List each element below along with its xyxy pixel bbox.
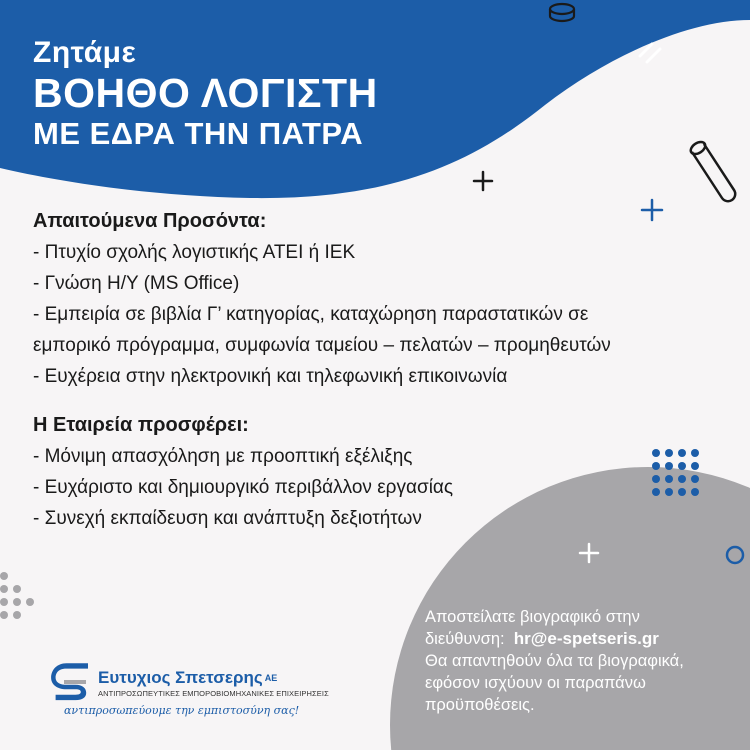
requirement-item: - Γνώση Η/Υ (MS Office) bbox=[33, 273, 240, 294]
contact-line-1: Αποστείλατε βιογραφικό στην bbox=[425, 608, 640, 626]
logo-name: Ευτυχιος Σπετσερης $^{AE}$ bbox=[98, 668, 278, 687]
plus-icon-black bbox=[474, 172, 492, 190]
requirement-item: - Πτυχίο σχολής λογιστικής ΑΤΕΙ ή ΙΕΚ bbox=[33, 242, 356, 263]
contact-line-5: προϋποθέσεις. bbox=[425, 696, 535, 714]
requirement-item: - Ευχέρεια στην ηλεκτρονική και τηλεφωνική επικοινωνία bbox=[33, 366, 508, 387]
requirements-section bbox=[33, 206, 611, 392]
plus-icon-blue bbox=[642, 200, 662, 220]
job-location: ΜΕ ΕΔΡΑ ΤΗΝ ΠΑΤΡΑ bbox=[33, 116, 364, 151]
offer-section bbox=[33, 410, 453, 534]
coin-icon bbox=[550, 4, 574, 21]
contact-line-4: εφόσον ισχύουν οι παραπάνω bbox=[425, 674, 646, 692]
offer-item: - Συνεχή εκπαίδευση και ανάπτυξη δεξιοτήτων bbox=[33, 508, 422, 529]
job-title: ΒΟΗΘΟ ΛΟΓΙΣΤΗ bbox=[33, 70, 378, 116]
tube-icon bbox=[689, 139, 736, 201]
offer-item: - Ευχάριστο και δημιουργικό περιβάλλον εργασίας bbox=[33, 477, 454, 498]
logo-mark-icon bbox=[50, 662, 96, 704]
contact-email-link[interactable]: hr@e-spetseris.gr bbox=[513, 629, 659, 648]
company-logo bbox=[50, 662, 329, 722]
contact-address-label: διεύθυνση: bbox=[425, 630, 505, 648]
contact-block bbox=[425, 606, 745, 716]
header-line-1: Ζητάμε bbox=[33, 36, 137, 69]
double-slash-icon bbox=[640, 44, 660, 62]
contact-line-3: Θα απαντηθούν όλα τα βιογραφικά, bbox=[425, 652, 684, 670]
logo-slogan: αντιπροσωπεύουμε την εμπιστοσύνη σας! bbox=[64, 704, 300, 717]
offer-item: - Μόνιμη απασχόληση με προοπτική εξέλιξης bbox=[33, 446, 413, 467]
requirement-item: - Εμπειρία σε βιβλία Γ’ κατηγορίας, καταχώρηση παραστατικών σε bbox=[33, 304, 589, 325]
contact-line-2 bbox=[425, 628, 745, 650]
requirements-title: Απαιτούμενα Προσόντα: bbox=[33, 210, 267, 232]
offer-title: Η Εταιρεία προσφέρει: bbox=[33, 414, 249, 436]
logo-subtitle: ΑΝΤΙΠΡΟΣΩΠΕΥΤΙΚΕΣ ΕΜΠΟΡΟΒΙΟΜΗΧΑΝΙΚΕΣ ΕΠΙΧΕΙΡΗΣΕΙΣ bbox=[98, 689, 329, 698]
gray-dot-grid bbox=[0, 572, 34, 619]
requirement-item: εμπορικό πρόγραμμα, συμφωνία ταμείου – πελατών – προμηθευτών bbox=[33, 335, 611, 356]
